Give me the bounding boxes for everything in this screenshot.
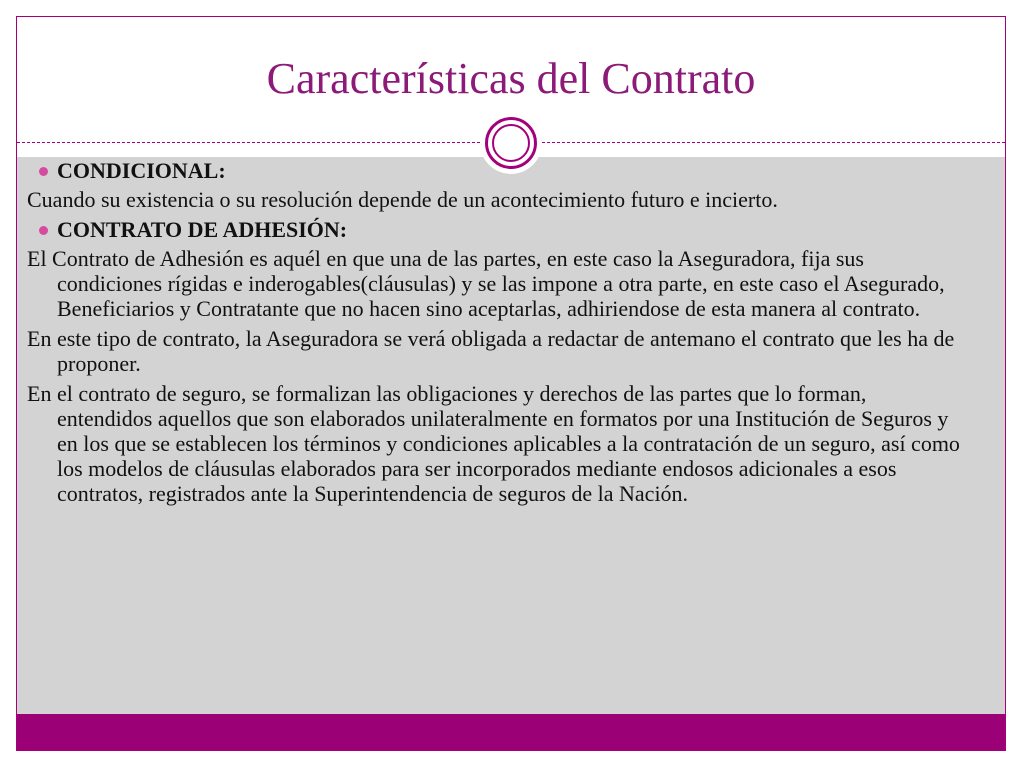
paragraph-adhesion-drafting: En este tipo de contrato, la Aseguradora se verá obligada a redactar de antemano el contrato que les ha de proponer. <box>27 326 955 376</box>
heading-text: CONDICIONAL: <box>57 158 226 183</box>
slide-title: Características del Contrato <box>266 54 756 103</box>
bullet-dot-icon <box>39 226 48 235</box>
circle-ornament-inner-icon <box>492 124 530 162</box>
bullet-heading-adhesion <box>27 217 967 242</box>
paragraph-adhesion-definition: El Contrato de Adhesión es aquél en que una de las partes, en este caso la Aseguradora, fija sus condiciones rígidas e inderogables(cláusulas) y se las impone a otra parte, en este caso el Asegurado, Beneficiarios y Contratante que no hacen sino aceptarlas, adhiriendose de esta manera al contrato. <box>27 246 945 321</box>
bullet-heading-condicional <box>27 158 967 183</box>
bullet-dot-icon <box>39 167 48 176</box>
heading-text: CONTRATO DE ADHESIÓN: <box>57 217 348 242</box>
paragraph-insurance-contract: En el contrato de seguro, se formalizan las obligaciones y derechos de las partes que lo forman, entendidos aquellos que son elaborados unilateralmente en formatos por una Institución de Seguros y en los que se establecen los términos y condiciones aplicables a la contratación de un seguro, así como los modelos de cláusulas elaborados para ser incorporados mediante endosos adicionales a esos contratos, registrados ante la Superintendencia de seguros de la Nación. <box>27 381 960 506</box>
footer-bar <box>17 714 1005 750</box>
slide-body <box>27 158 967 511</box>
paragraph-condicional: Cuando su existencia o su resolución depende de un acontecimiento futuro e incierto. <box>27 187 778 212</box>
